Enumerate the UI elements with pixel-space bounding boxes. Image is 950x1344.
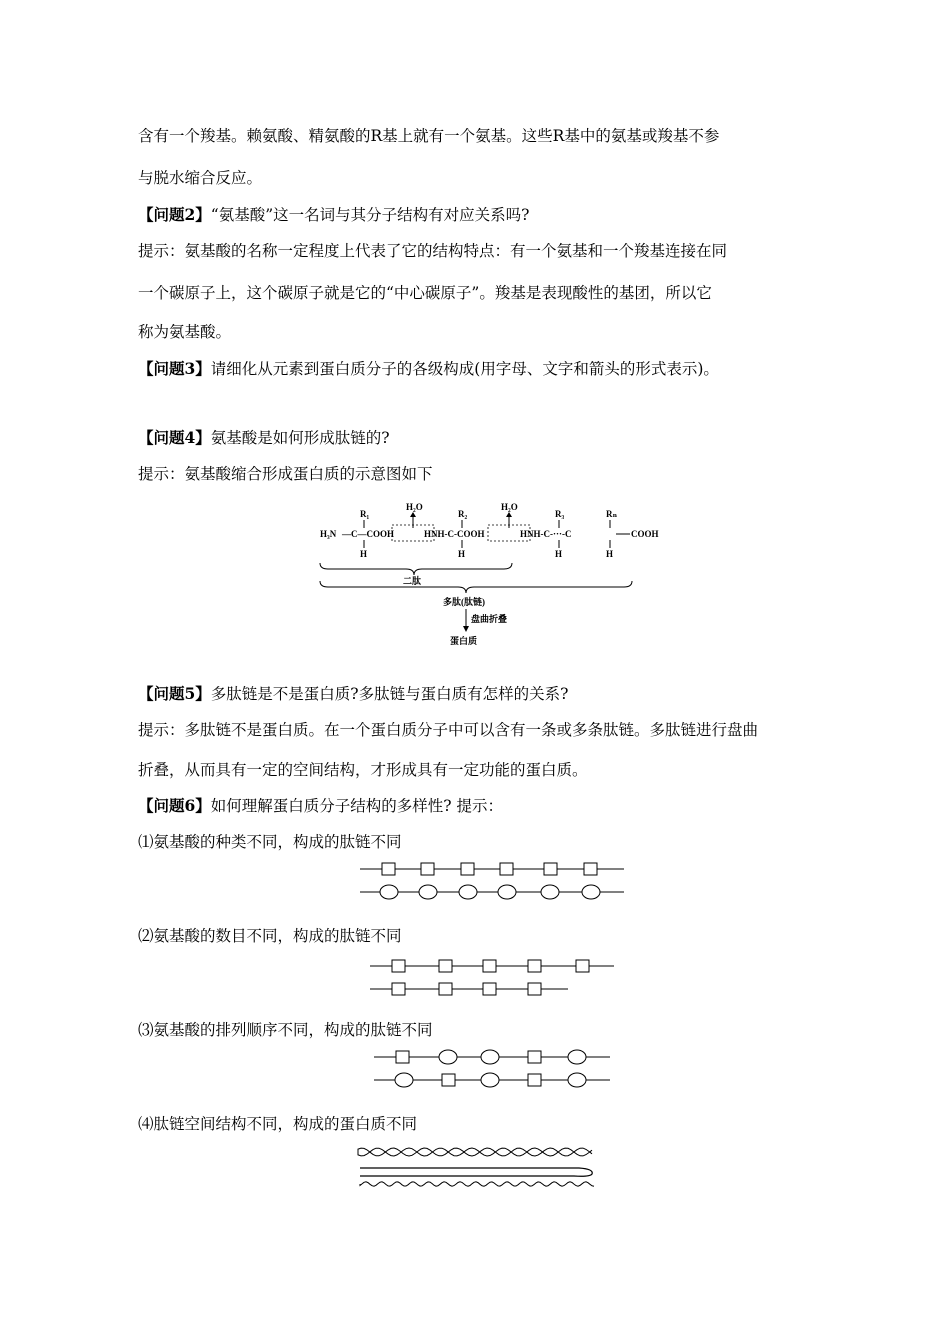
water-label: H₂O — [501, 502, 518, 512]
question-5 — [138, 683, 568, 705]
question-text: 氨基酸是如何形成肽链的? — [210, 429, 390, 447]
question-label: 【问题4】 — [138, 428, 211, 447]
r-group-label: Rₙ — [606, 509, 618, 519]
question-label: 【问题5】 — [138, 684, 211, 703]
r-group-label: R₂ — [458, 509, 468, 519]
question-3 — [138, 358, 719, 380]
chain-diagram-number — [368, 955, 618, 1001]
protein-label: 蛋白质 — [450, 636, 478, 646]
list-item: ⑶氨基酸的排列顺序不同，构成的肽链不同 — [138, 1021, 433, 1039]
question-text: 多肽链是不是蛋白质?多肽链与蛋白质有怎样的关系? — [210, 685, 569, 703]
paragraph-line: 与脱水缩合反应。 — [138, 169, 263, 187]
question-text: 请细化从元素到蛋白质分子的各级构成(用字母、文字和箭头的形式表示)。 — [210, 360, 719, 378]
peptide-condensation-diagram — [318, 495, 678, 650]
question-4 — [138, 427, 390, 449]
question-label: 【问题2】 — [138, 205, 211, 224]
hydrogen-label: H — [606, 549, 614, 559]
hydrogen-label: H — [555, 549, 563, 559]
list-item: ⑴氨基酸的种类不同，构成的肽链不同 — [138, 833, 402, 851]
hydrogen-label: H — [360, 549, 368, 559]
hint-line: 折叠，从而具有一定的空间结构，才形成具有一定功能的蛋白质。 — [138, 761, 588, 779]
question-2 — [138, 204, 529, 226]
hint-line: 称为氨基酸。 — [138, 323, 232, 341]
list-item: ⑷肽链空间结构不同，构成的蛋白质不同 — [138, 1115, 418, 1133]
chain-diagram-type — [358, 858, 628, 904]
fold-label: 盘曲折叠 — [471, 614, 508, 624]
list-item: ⑵氨基酸的数目不同，构成的肽链不同 — [138, 927, 402, 945]
paragraph-line: 含有一个羧基。赖氨酸、精氨酸的R基上就有一个氨基。这些R基中的氨基或羧基不参 — [138, 127, 720, 145]
question-label: 【问题6】 — [138, 796, 211, 815]
dipeptide-label: 二肽 — [403, 576, 422, 586]
carboxyl-label: COOH — [631, 529, 659, 539]
question-text: 如何理解蛋白质分子结构的多样性? 提示： — [210, 797, 504, 815]
chain-diagram-order — [372, 1046, 614, 1092]
chain-segment: —C—COOH — [342, 529, 395, 539]
chain-segment: HNH-C-COOH — [424, 529, 485, 539]
question-label: 【问题3】 — [138, 359, 211, 378]
chain-segment: HNH-C-···-C — [520, 529, 572, 539]
question-6 — [138, 795, 503, 817]
polypeptide-label: 多肽(肽链) — [443, 597, 485, 607]
water-label: H₂O — [406, 502, 423, 512]
amino-group-label: H₃N — [320, 529, 337, 539]
hydrogen-label: H — [458, 549, 466, 559]
hint-line: 提示：多肽链不是蛋白质。在一个蛋白质分子中可以含有一条或多条肽链。多肽链进行盘曲 — [138, 721, 759, 739]
r-group-label: R₁ — [360, 509, 370, 519]
hint-line: 提示：氨基酸的名称一定程度上代表了它的结构特点：有一个氨基和一个羧基连接在同 — [138, 242, 728, 260]
r-group-label: R₃ — [555, 509, 565, 519]
spatial-structure-diagram — [354, 1140, 600, 1190]
question-text: “氨基酸”这一名词与其分子结构有对应关系吗? — [210, 206, 530, 224]
hint-line: 一个碳原子上，这个碳原子就是它的“中心碳原子”。羧基是表现酸性的基团，所以它 — [138, 284, 712, 302]
hint-line: 提示：氨基酸缩合形成蛋白质的示意图如下 — [138, 465, 433, 483]
